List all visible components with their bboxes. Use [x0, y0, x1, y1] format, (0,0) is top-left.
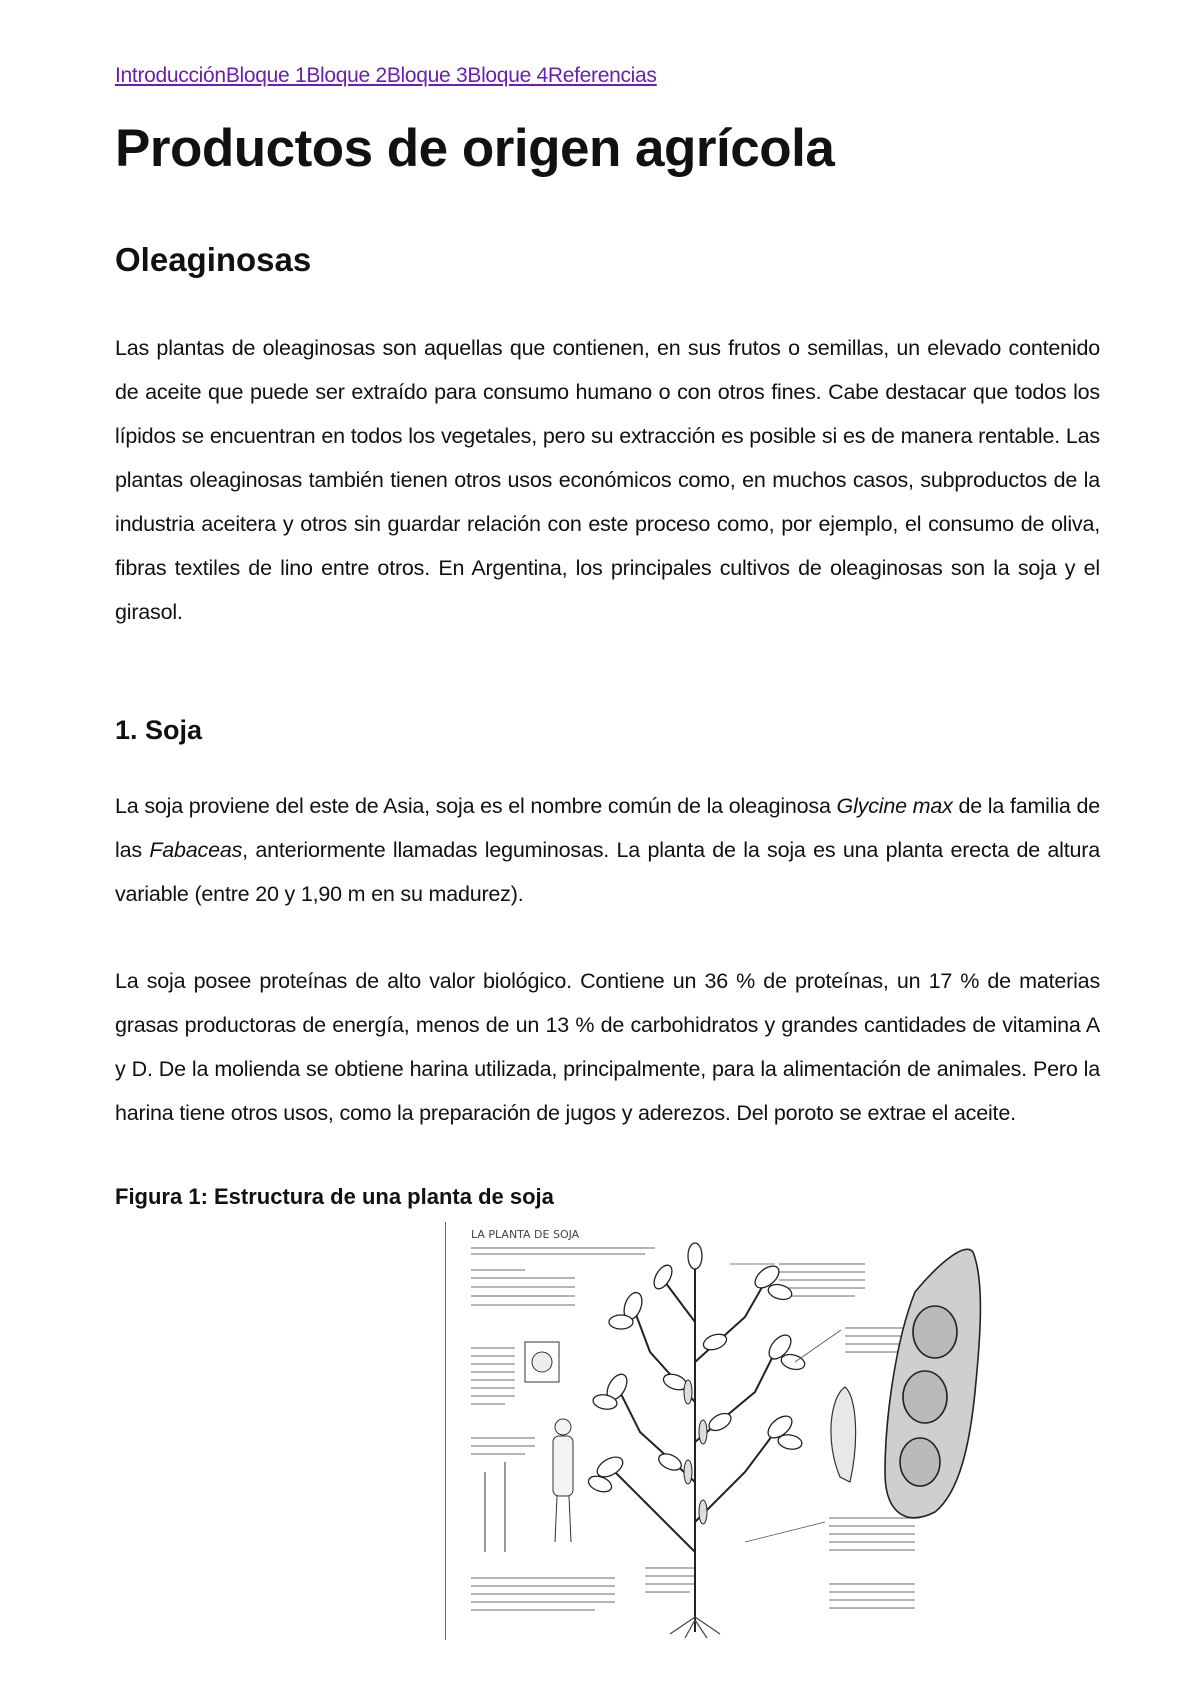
figure-caption: Figura 1: Estructura de una planta de soja	[115, 1184, 554, 1209]
nav-link-bloque-4[interactable]: Bloque 4	[467, 64, 548, 87]
nav-link-referencias[interactable]: Referencias	[547, 64, 657, 87]
soja-p1-text-b: de la familia de las	[115, 794, 1100, 862]
section-heading-oleaginosas: Oleaginosas	[115, 241, 312, 278]
soja-paragraph-2: La soja posee proteínas de alto valor biológico. Contiene un 36 % de proteínas, un 17 % de materias grasas productoras de energía, menos de un 13 % de carbohidratos y grandes cantidades de vitamina A y D. De la molienda se obtiene harina utilizada, principalmente, para la alimentación de animales. Pero la harina tiene otros usos, como la preparación de jugos y aderezos. Del poroto se extrae el aceite.	[115, 969, 1100, 1125]
soy-plant-illustration	[445, 1222, 1000, 1640]
soja-p1-text-a: La soja proviene del este de Asia, soja es el nombre común de la oleaginosa	[115, 794, 837, 818]
nav-link-bloque-1[interactable]: Bloque 1	[225, 64, 307, 87]
soy-plant-figure	[445, 1222, 1000, 1640]
nav-link-bloque-3[interactable]: Bloque 3	[386, 64, 468, 87]
soja-p1-text-c: , anteriormente llamadas leguminosas. La planta de la soja es una planta erecta de altura variable (entre 20 y 1,90 m en su madurez).	[115, 838, 1100, 906]
intro-paragraph: Las plantas de oleaginosas son aquellas que contienen, en sus frutos o semillas, un elevado contenido de aceite que puede ser extraído para consumo humano o con otros fines. Cabe destacar que todos los lípidos se encuentran en todos los vegetales, pero su extracción es posible si es de manera rentable. Las plantas oleaginosas también tienen otros usos económicos como, en muchos casos, subproductos de la industria aceitera y otros sin guardar relación con este proceso como, por ejemplo, el consumo de oliva, fibras textiles de lino entre otros. En Argentina, los principales cultivos de oleaginosas son la soja y el girasol.	[115, 336, 1100, 624]
top-navigation	[115, 64, 657, 88]
figure-image-title: LA PLANTA DE SOJA	[471, 1228, 580, 1241]
page-title: Productos de origen agrícola	[115, 119, 835, 178]
nav-link-bloque-2[interactable]: Bloque 2	[306, 64, 387, 87]
species-name: Glycine max	[836, 794, 953, 818]
soja-paragraph-1	[115, 784, 1100, 916]
nav-link-introduccion[interactable]: Introducción	[115, 64, 226, 87]
family-name: Fabaceas	[149, 838, 243, 862]
section-heading-soja: 1. Soja	[115, 715, 203, 745]
